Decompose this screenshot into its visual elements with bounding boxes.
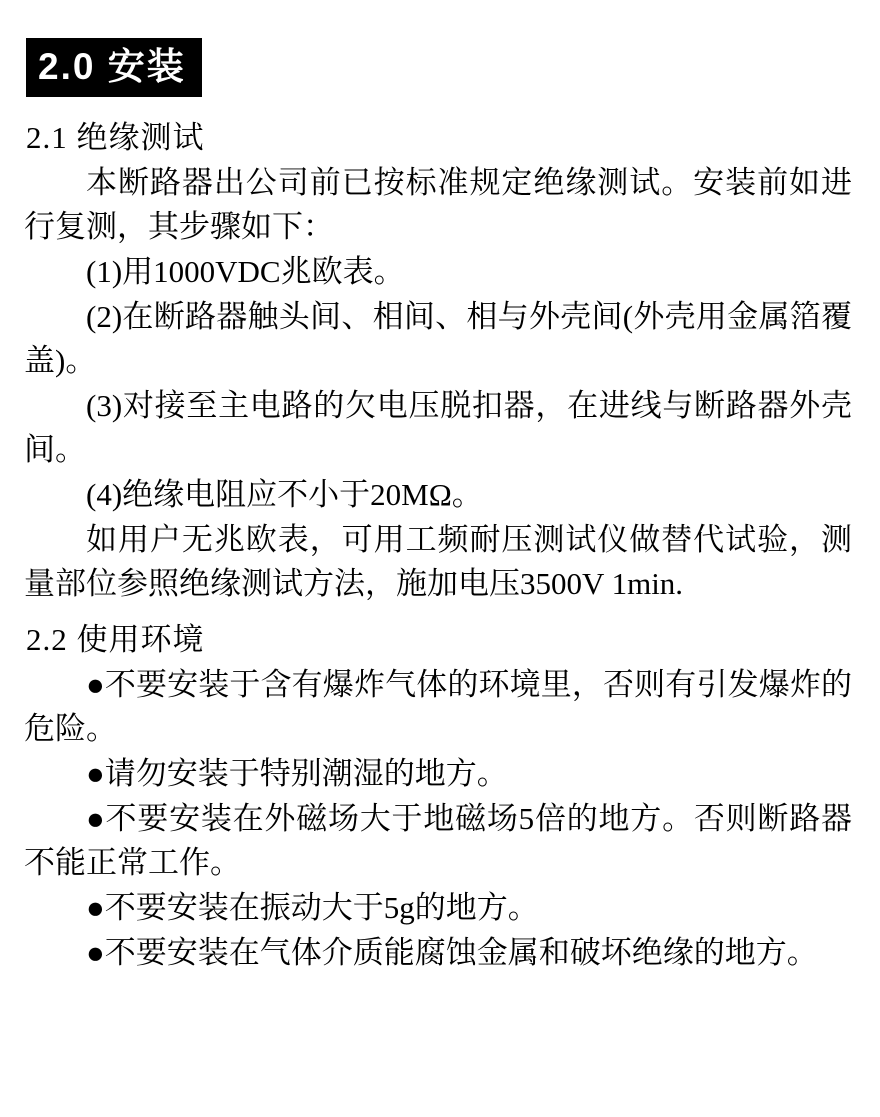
paragraph-step-1: (1)用1000VDC兆欧表。 — [86, 253, 405, 289]
paragraph-insulation-intro: 本断路器出公司前已按标准规定绝缘测试。安装前如进行复测，其步骤如下： — [24, 164, 852, 244]
paragraph-alternative-test: 如用户无兆欧表，可用工频耐压测试仪做替代试验，测量部位参照绝缘测试方法，施加电压3500V 1min. — [24, 521, 852, 601]
bullet-vibration: ●不要安装在振动大于5g的地方。 — [86, 889, 539, 925]
section-spacer — [24, 607, 852, 613]
bullet-corrosive-gas: ●不要安装在气体介质能腐蚀金属和破坏绝缘的地方。 — [86, 934, 818, 970]
bullet-magnetic-field: ●不要安装在外磁场大于地磁场5倍的地方。否则断路器不能正常工作。 — [24, 800, 852, 880]
section-heading-2-2: 2.2 使用环境 — [26, 622, 205, 657]
paragraph-step-3: (3)对接至主电路的欠电压脱扣器，在进线与断路器外壳间。 — [24, 387, 852, 467]
bullet-humidity: ●请勿安装于特别潮湿的地方。 — [86, 755, 508, 791]
section-heading-2-1: 2.1 绝缘测试 — [26, 120, 205, 155]
chapter-banner: 2.0 安装 — [26, 38, 202, 97]
paragraph-step-4: (4)绝缘电阻应不小于20MΩ。 — [86, 476, 483, 512]
paragraph-step-2: (2)在断路器触头间、相间、相与外壳间(外壳用金属箔覆盖)。 — [24, 298, 852, 378]
bullet-explosive-gas: ●不要安装于含有爆炸气体的环境里，否则有引发爆炸的危险。 — [24, 666, 852, 746]
